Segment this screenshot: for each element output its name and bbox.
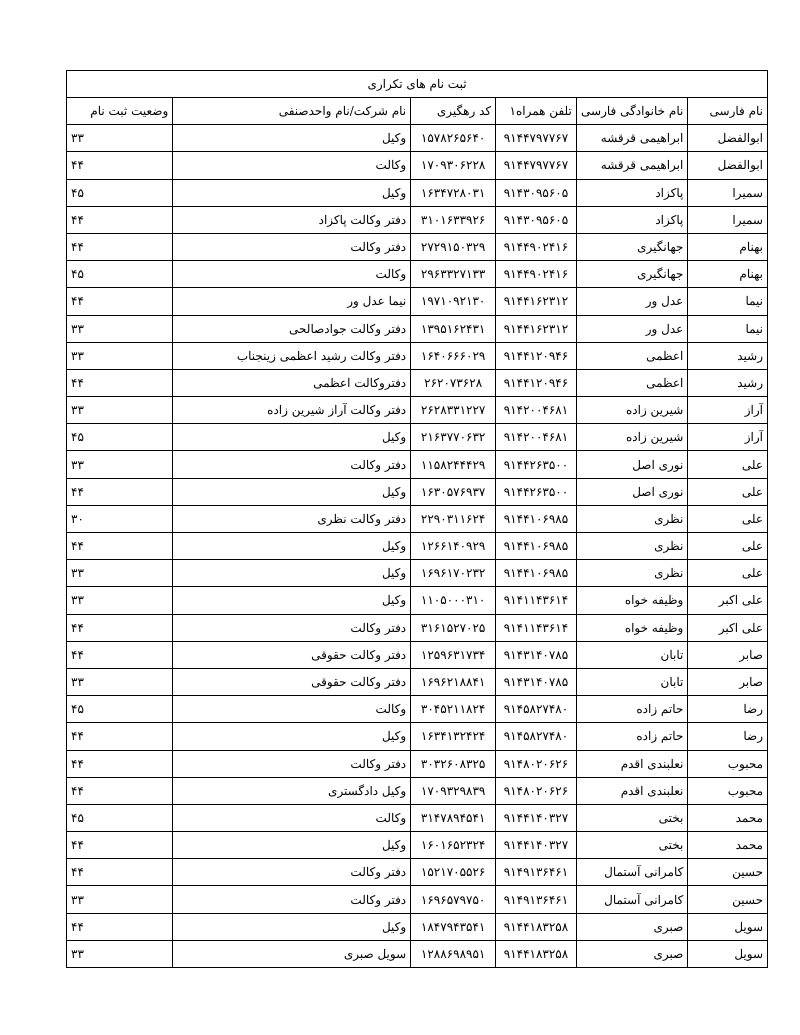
header-first-name: نام فارسی [688,98,768,125]
table-row [67,369,768,396]
cell-tracking-code: ۲۱۶۳۷۷۰۶۳۲ [411,424,496,451]
table-row [67,696,768,723]
cell-mobile: ۹۱۴۲۰۰۴۶۸۱ [496,424,577,451]
cell-tracking-code: ۱۹۷۱۰۹۲۱۳۰ [411,288,496,315]
cell-family-name: تابان [576,641,688,668]
cell-mobile: ۹۱۴۴۱۰۶۹۸۵ [496,560,577,587]
duplicate-registrations-sheet [66,70,768,968]
cell-tracking-code: ۱۵۲۱۷۰۵۵۲۶ [411,859,496,886]
cell-tracking-code: ۱۶۳۴۱۳۲۴۲۴ [411,723,496,750]
cell-status: ۴۴ [67,750,173,777]
cell-family-name: عدل ور [576,288,688,315]
cell-first-name: محمد [688,804,768,831]
cell-first-name: علی اکبر [688,587,768,614]
cell-company: دفتر وکالت پاکزاد [173,206,411,233]
cell-mobile: ۹۱۴۴۱۴۰۳۲۷ [496,832,577,859]
cell-company: وکیل [173,478,411,505]
cell-tracking-code: ۱۶۹۶۵۷۹۷۵۰ [411,886,496,913]
table-row [67,750,768,777]
cell-company: دفتر وکالت رشید اعظمی زینجناب [173,342,411,369]
cell-tracking-code: ۳۱۶۱۵۲۷۰۲۵ [411,614,496,641]
cell-first-name: حسین [688,886,768,913]
cell-company: وکالت [173,152,411,179]
cell-tracking-code: ۲۹۶۳۳۲۷۱۳۳ [411,261,496,288]
cell-company: دفتر وکالت [173,859,411,886]
cell-company: وکیل [173,832,411,859]
cell-mobile: ۹۱۴۴۱۴۰۳۲۷ [496,804,577,831]
cell-company: دفتر وکالت [173,886,411,913]
cell-tracking-code: ۳۰۳۲۶۰۸۳۲۵ [411,750,496,777]
cell-mobile: ۹۱۴۸۰۲۰۶۲۶ [496,750,577,777]
cell-tracking-code: ۳۰۴۵۲۱۱۸۲۴ [411,696,496,723]
cell-mobile: ۹۱۴۴۹۰۲۴۱۶ [496,233,577,260]
table-title: ثبت نام های تکراری [67,71,768,98]
cell-mobile: ۹۱۴۴۷۹۷۷۶۷ [496,152,577,179]
cell-family-name: نعلبندی اقدم [576,777,688,804]
table-row [67,886,768,913]
table-row [67,913,768,940]
cell-tracking-code: ۱۳۹۵۱۶۲۴۳۱ [411,315,496,342]
cell-family-name: صبری [576,913,688,940]
cell-company: وکیل دادگستری [173,777,411,804]
cell-company: وکیل [173,179,411,206]
cell-company: وکیل [173,913,411,940]
cell-company: وکیل [173,125,411,152]
cell-tracking-code: ۲۶۲۸۳۳۱۲۲۷ [411,397,496,424]
cell-family-name: جهانگیری [576,261,688,288]
cell-status: ۳۳ [67,587,173,614]
cell-tracking-code: ۱۶۴۰۶۶۶۰۲۹ [411,342,496,369]
cell-tracking-code: ۱۱۵۸۲۴۴۴۲۹ [411,451,496,478]
table-row [67,641,768,668]
cell-mobile: ۹۱۴۱۱۴۳۶۱۴ [496,614,577,641]
table-row [67,125,768,152]
cell-first-name: سویل [688,940,768,967]
header-status: وضعیت ثبت نام [67,98,173,125]
cell-first-name: بهنام [688,261,768,288]
cell-family-name: بختی [576,832,688,859]
cell-family-name: نظری [576,560,688,587]
cell-family-name: حاتم زاده [576,723,688,750]
cell-mobile: ۹۱۴۴۱۸۳۲۵۸ [496,913,577,940]
cell-first-name: سویل [688,913,768,940]
cell-tracking-code: ۲۶۲۰۷۳۶۲۸ [411,369,496,396]
cell-first-name: نیما [688,288,768,315]
cell-mobile: ۹۱۴۴۱۲۰۹۴۶ [496,369,577,396]
cell-mobile: ۹۱۴۱۱۴۳۶۱۴ [496,587,577,614]
cell-status: ۴۴ [67,233,173,260]
cell-family-name: جهانگیری [576,233,688,260]
cell-first-name: رشید [688,342,768,369]
cell-company: دفتر وکالت [173,750,411,777]
table-row [67,560,768,587]
cell-first-name: علی [688,451,768,478]
cell-status: ۳۳ [67,668,173,695]
cell-company: وکیل [173,723,411,750]
cell-family-name: نوری اصل [576,451,688,478]
table-row [67,179,768,206]
cell-first-name: آراز [688,397,768,424]
table-row [67,342,768,369]
cell-status: ۴۴ [67,723,173,750]
cell-tracking-code: ۱۷۰۹۳۲۹۸۳۹ [411,777,496,804]
cell-tracking-code: ۱۲۸۸۶۹۸۹۵۱ [411,940,496,967]
cell-status: ۳۳ [67,397,173,424]
cell-status: ۴۵ [67,696,173,723]
cell-status: ۴۵ [67,424,173,451]
cell-first-name: حسین [688,859,768,886]
cell-family-name: کامرانی آستمال [576,886,688,913]
cell-status: ۴۴ [67,206,173,233]
cell-mobile: ۹۱۴۴۱۲۰۹۴۶ [496,342,577,369]
cell-first-name: علی [688,560,768,587]
cell-tracking-code: ۱۲۶۶۱۴۰۹۲۹ [411,533,496,560]
cell-mobile: ۹۱۴۹۱۳۶۴۶۱ [496,886,577,913]
table-row [67,777,768,804]
cell-company: دفتر وکالت آراز شیرین زاده [173,397,411,424]
table-row [67,206,768,233]
cell-tracking-code: ۱۸۴۷۹۴۳۵۴۱ [411,913,496,940]
cell-family-name: شیرین زاده [576,424,688,451]
cell-family-name: نوری اصل [576,478,688,505]
registrations-table [66,70,768,968]
cell-tracking-code: ۱۵۷۸۲۶۵۶۴۰ [411,125,496,152]
table-row [67,533,768,560]
table-row [67,478,768,505]
table-row [67,315,768,342]
cell-status: ۳۳ [67,940,173,967]
cell-company: نیما عدل ور [173,288,411,315]
cell-status: ۴۴ [67,369,173,396]
cell-tracking-code: ۱۶۰۱۶۵۲۳۲۴ [411,832,496,859]
cell-family-name: حاتم زاده [576,696,688,723]
cell-tracking-code: ۱۱۰۵۰۰۰۳۱۰ [411,587,496,614]
cell-company: دفتر وکالت [173,233,411,260]
cell-status: ۴۴ [67,859,173,886]
cell-status: ۴۴ [67,478,173,505]
table-row [67,587,768,614]
cell-family-name: نعلبندی اقدم [576,750,688,777]
cell-status: ۴۴ [67,777,173,804]
cell-status: ۳۳ [67,125,173,152]
cell-family-name: شیرین زاده [576,397,688,424]
cell-mobile: ۹۱۴۴۱۰۶۹۸۵ [496,533,577,560]
cell-mobile: ۹۱۴۳۱۴۰۷۸۵ [496,641,577,668]
cell-family-name: ابراهیمی قرقشه [576,152,688,179]
cell-status: ۳۳ [67,315,173,342]
cell-family-name: نظری [576,533,688,560]
cell-company: دفتر وکالت [173,451,411,478]
cell-status: ۴۴ [67,832,173,859]
header-company: نام شرکت/نام واحدصنفی [173,98,411,125]
cell-first-name: صابر [688,668,768,695]
cell-family-name: نظری [576,505,688,532]
cell-family-name: تابان [576,668,688,695]
cell-company: دفتر وکالت نظری [173,505,411,532]
cell-status: ۳۳ [67,451,173,478]
cell-mobile: ۹۱۴۴۱۶۲۳۱۲ [496,288,577,315]
cell-first-name: نیما [688,315,768,342]
table-row [67,859,768,886]
cell-tracking-code: ۳۱۴۷۸۹۴۵۴۱ [411,804,496,831]
cell-mobile: ۹۱۴۴۲۶۳۵۰۰ [496,451,577,478]
cell-family-name: اعظمی [576,342,688,369]
cell-family-name: صبری [576,940,688,967]
table-row [67,233,768,260]
cell-status: ۳۳ [67,886,173,913]
cell-first-name: سمیرا [688,179,768,206]
cell-first-name: علی [688,533,768,560]
cell-tracking-code: ۱۲۵۹۶۳۱۷۳۴ [411,641,496,668]
cell-mobile: ۹۱۴۴۱۰۶۹۸۵ [496,505,577,532]
cell-company: سویل صبری [173,940,411,967]
table-row [67,804,768,831]
cell-status: ۴۴ [67,614,173,641]
cell-family-name: کامرانی آستمال [576,859,688,886]
cell-status: ۴۵ [67,804,173,831]
cell-first-name: محبوب [688,777,768,804]
table-row [67,832,768,859]
cell-status: ۴۴ [67,641,173,668]
cell-status: ۳۳ [67,560,173,587]
cell-tracking-code: ۱۶۹۶۲۱۸۸۴۱ [411,668,496,695]
cell-family-name: پاکزاد [576,179,688,206]
cell-tracking-code: ۳۱۰۱۶۳۳۹۲۶ [411,206,496,233]
header-row [67,98,768,125]
header-tracking-code: کد رهگیری [411,98,496,125]
cell-status: ۴۴ [67,288,173,315]
cell-company: دفتروکالت اعظمی [173,369,411,396]
cell-status: ۳۰ [67,505,173,532]
cell-first-name: رضا [688,723,768,750]
cell-family-name: بختی [576,804,688,831]
cell-mobile: ۹۱۴۵۸۲۷۴۸۰ [496,723,577,750]
cell-company: وکالت [173,696,411,723]
cell-first-name: محبوب [688,750,768,777]
cell-status: ۴۴ [67,913,173,940]
table-row [67,451,768,478]
cell-mobile: ۹۱۴۴۱۶۲۳۱۲ [496,315,577,342]
table-row [67,288,768,315]
title-row [67,71,768,98]
cell-family-name: وظیفه خواه [576,614,688,641]
table-body [67,125,768,968]
cell-status: ۴۵ [67,261,173,288]
cell-first-name: علی اکبر [688,614,768,641]
cell-first-name: بهنام [688,233,768,260]
cell-mobile: ۹۱۴۸۰۲۰۶۲۶ [496,777,577,804]
cell-mobile: ۹۱۴۴۹۰۲۴۱۶ [496,261,577,288]
cell-company: وکیل [173,533,411,560]
cell-first-name: رضا [688,696,768,723]
cell-mobile: ۹۱۴۴۷۹۷۷۶۷ [496,125,577,152]
cell-company: وکیل [173,424,411,451]
header-mobile: تلفن همراه۱ [496,98,577,125]
cell-mobile: ۹۱۴۲۰۰۴۶۸۱ [496,397,577,424]
cell-company: وکیل [173,560,411,587]
cell-mobile: ۹۱۴۴۲۶۳۵۰۰ [496,478,577,505]
table-row [67,723,768,750]
cell-first-name: رشید [688,369,768,396]
cell-tracking-code: ۱۶۳۴۷۲۸۰۳۱ [411,179,496,206]
cell-first-name: سمیرا [688,206,768,233]
cell-status: ۳۳ [67,342,173,369]
cell-first-name: ابوالفضل [688,152,768,179]
cell-status: ۴۴ [67,152,173,179]
cell-mobile: ۹۱۴۴۱۸۳۲۵۸ [496,940,577,967]
cell-first-name: محمد [688,832,768,859]
cell-mobile: ۹۱۴۳۰۹۵۶۰۵ [496,206,577,233]
table-row [67,940,768,967]
cell-tracking-code: ۱۷۰۹۳۰۶۲۲۸ [411,152,496,179]
cell-mobile: ۹۱۴۳۱۴۰۷۸۵ [496,668,577,695]
cell-family-name: ابراهیمی قرقشه [576,125,688,152]
table-row [67,505,768,532]
table-row [67,668,768,695]
table-row [67,614,768,641]
cell-first-name: علی [688,505,768,532]
header-family-name: نام خانوادگی فارسی [576,98,688,125]
cell-family-name: عدل ور [576,315,688,342]
cell-mobile: ۹۱۴۳۰۹۵۶۰۵ [496,179,577,206]
cell-tracking-code: ۲۲۹۰۳۱۱۶۲۴ [411,505,496,532]
table-row [67,261,768,288]
table-row [67,152,768,179]
cell-family-name: پاکزاد [576,206,688,233]
cell-family-name: وظیفه خواه [576,587,688,614]
cell-first-name: ابوالفضل [688,125,768,152]
table-row [67,397,768,424]
cell-company: دفتر وکالت جوادصالحی [173,315,411,342]
cell-company: دفتر وکالت حقوقی [173,668,411,695]
cell-tracking-code: ۱۶۳۰۵۷۶۹۳۷ [411,478,496,505]
cell-company: دفتر وکالت [173,614,411,641]
cell-company: وکالت [173,261,411,288]
cell-family-name: اعظمی [576,369,688,396]
cell-first-name: صابر [688,641,768,668]
cell-status: ۴۴ [67,533,173,560]
cell-tracking-code: ۲۷۲۹۱۵۰۳۲۹ [411,233,496,260]
table-row [67,424,768,451]
cell-company: دفتر وکالت حقوقی [173,641,411,668]
cell-status: ۴۵ [67,179,173,206]
cell-company: وکیل [173,587,411,614]
cell-first-name: علی [688,478,768,505]
cell-mobile: ۹۱۴۹۱۳۶۴۶۱ [496,859,577,886]
cell-first-name: آراز [688,424,768,451]
cell-company: وکالت [173,804,411,831]
cell-tracking-code: ۱۶۹۶۱۷۰۲۳۲ [411,560,496,587]
cell-mobile: ۹۱۴۵۸۲۷۴۸۰ [496,696,577,723]
